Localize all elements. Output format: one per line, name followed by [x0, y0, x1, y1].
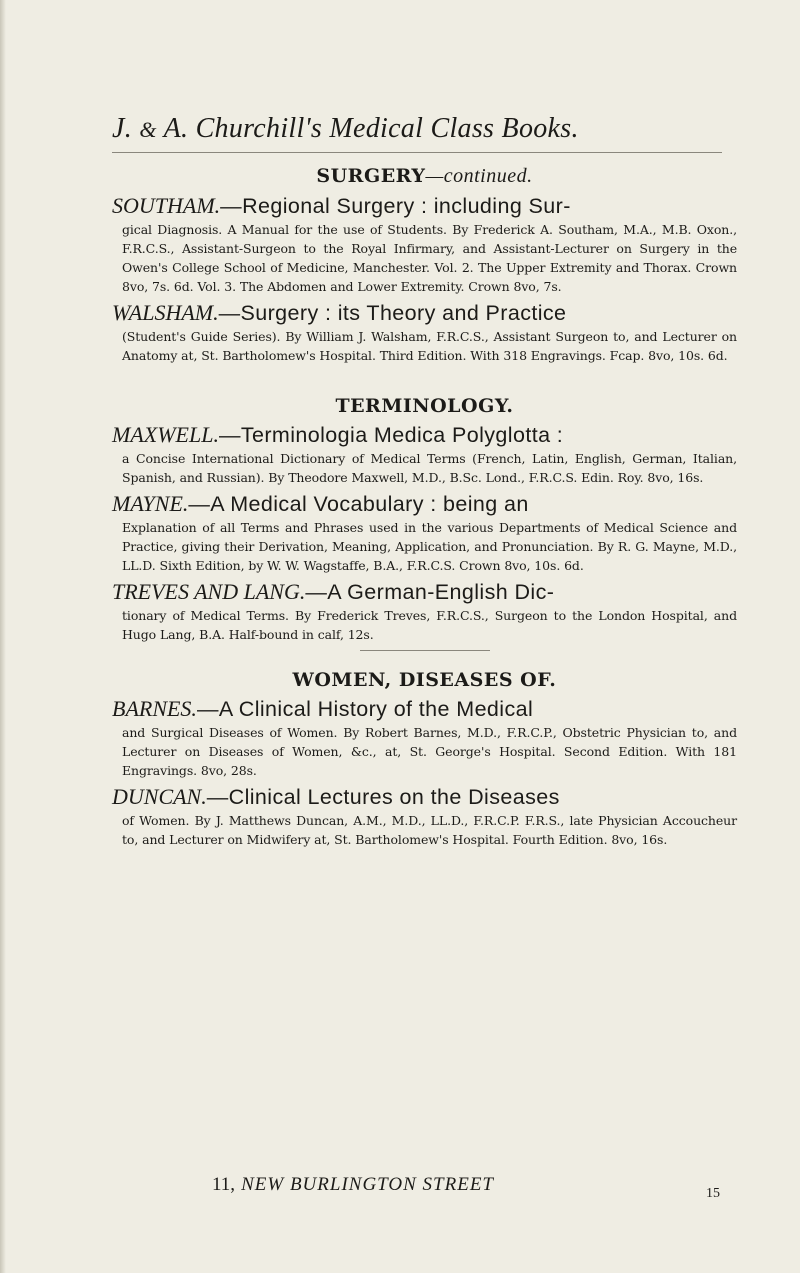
entry-heading: [112, 578, 737, 606]
entry-heading: [112, 299, 737, 327]
spine-edge: [0, 0, 6, 1273]
section-heading: SURGERY: [316, 165, 426, 187]
section-divider: [360, 650, 490, 651]
continued-note: —continued.: [425, 165, 533, 187]
street-number: 11,: [212, 1174, 236, 1195]
running-head-part1: J.: [112, 113, 133, 144]
section-terminology: [112, 395, 737, 644]
section-heading: TERMINOLOGY.: [335, 395, 514, 417]
publisher-address: [212, 1173, 494, 1196]
running-head-part2: A. Churchill's Medical Class Books.: [163, 113, 579, 144]
entry-title: —A German-English Dic-: [305, 580, 555, 604]
entry-title: —Terminologia Medica Polyglotta :: [218, 423, 564, 447]
entry-title: —Surgery : its Theory and Practice: [218, 301, 567, 325]
entry-author: MAXWELL.: [112, 422, 219, 447]
entry-mayne: [112, 490, 737, 575]
entry-southam: [112, 192, 737, 296]
entry-title: —Regional Surgery : including Sur-: [220, 194, 571, 218]
entry-treves-lang: [112, 578, 737, 644]
street-name: NEW BURLINGTON STREET: [241, 1174, 494, 1195]
entry-author: TREVES AND LANG.: [112, 579, 306, 604]
entry-title: —Clinical Lectures on the Diseases: [206, 785, 560, 809]
entry-body: of Women. By J. Matthews Duncan, A.M., M.D., LL.D., F.R.C.P. F.R.S., late Physician Accoucheur to, and Lecturer on Midwifery at, St. Bartholomew's Hospital. Fourth Edition. 8vo, 16s.: [122, 813, 737, 847]
entry-duncan: [112, 783, 737, 849]
entry-author: MAYNE.: [112, 491, 189, 516]
running-head: [112, 113, 579, 145]
entry-title: —A Medical Vocabulary : being an: [188, 492, 529, 516]
section-title: [112, 165, 737, 188]
entry-body: a Concise International Dictionary of Medical Terms (French, Latin, English, German, Italian, Spanish, and Russian). By Theodore Maxwell, M.D., B.Sc. Lond., F.R.C.S. Edin. Roy. 8vo, 16s.: [122, 451, 737, 485]
entry-heading: [112, 192, 737, 220]
section-women-diseases: [112, 669, 737, 849]
entry-author: SOUTHAM.: [112, 193, 221, 218]
entry-body: (Student's Guide Series). By William J. Walsham, F.R.C.S., Assistant Surgeon to, and Lecturer on Anatomy at, St. Bartholomew's Hospital. Third Edition. With 318 Engravings. Fcap. 8vo, 10s. 6d.: [122, 329, 737, 363]
entry-heading: [112, 783, 737, 811]
entry-heading: [112, 490, 737, 518]
entry-body: tionary of Medical Terms. By Frederick Treves, F.R.C.S., Surgeon to the London Hospital, and Hugo Lang, B.A. Half-bound in calf, 12s.: [122, 608, 737, 642]
section-title: [112, 669, 737, 691]
entry-author: BARNES.: [112, 696, 197, 721]
entry-heading: [112, 695, 737, 723]
page-number: 15: [706, 1186, 720, 1201]
entry-author: DUNCAN.: [112, 784, 207, 809]
page-content: [112, 158, 737, 849]
entry-heading: [112, 421, 737, 449]
entry-body: Explanation of all Terms and Phrases used in the various Departments of Medical Science and Practice, giving their Derivation, Meaning, Application, and Pronunciation. By R. G. Mayne, M.D., LL.D. Sixth Edition, by W. W. Wagstaffe, B.A., F.R.C.S. Crown 8vo, 10s. 6d.: [122, 520, 737, 573]
section-surgery: [112, 165, 737, 365]
entry-title: —A Clinical History of the Medical: [196, 697, 534, 721]
running-head-ampersand: &: [139, 117, 157, 142]
header-rule: [112, 152, 722, 153]
entry-maxwell: [112, 421, 737, 487]
entry-author: WALSHAM.: [112, 300, 219, 325]
entry-walsham: [112, 299, 737, 365]
entry-body: gical Diagnosis. A Manual for the use of Students. By Frederick A. Southam, M.A., M.B. Oxon., F.R.C.S., Assistant-Surgeon to the Royal Infirmary, and Assistant-Lecturer on Surgery in the Owen's College School of Medicine, Manchester. Vol. 2. The Upper Extremity and Thorax. Crown 8vo, 7s. 6d. Vol. 3. The Abdomen and Lower Extremity. Crown 8vo, 7s.: [122, 222, 737, 294]
entry-body: and Surgical Diseases of Women. By Robert Barnes, M.D., F.R.C.P., Obstetric Physician to, and Lecturer on Diseases of Women, &c., at, St. George's Hospital. Second Edition. With 181 Engravings. 8vo, 28s.: [122, 725, 737, 778]
section-title: [112, 395, 737, 417]
entry-barnes: [112, 695, 737, 780]
section-heading: WOMEN, DISEASES OF.: [292, 669, 557, 691]
